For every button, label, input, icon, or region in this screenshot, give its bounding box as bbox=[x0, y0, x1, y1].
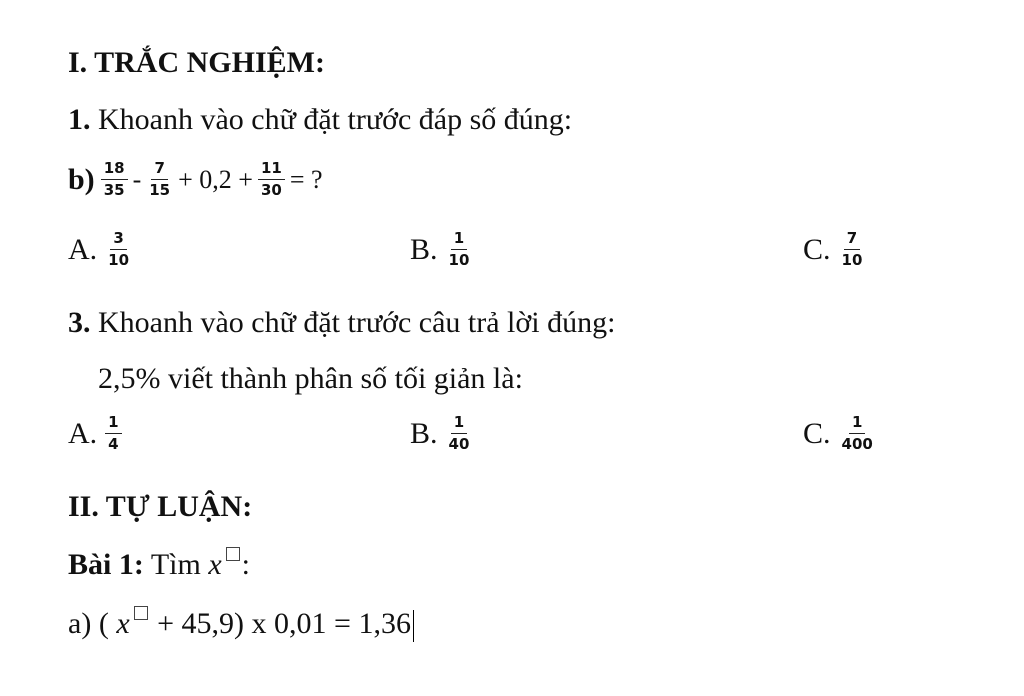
question-3-prompt bbox=[68, 308, 615, 338]
exercise-1-colon: : bbox=[241, 548, 250, 581]
operator-plus-decimal: + 0,2 + bbox=[178, 164, 253, 194]
equation-rest: + 45,9) x 0,01 = 1,36 bbox=[157, 607, 411, 640]
equals-question: = ? bbox=[289, 164, 323, 194]
q3-choice-b[interactable] bbox=[410, 414, 474, 454]
fraction-numerator: 3 bbox=[110, 230, 126, 250]
equation-open-paren: ( bbox=[98, 607, 109, 640]
fraction-denominator: 15 bbox=[149, 181, 171, 200]
fraction-numerator: 7 bbox=[844, 230, 860, 250]
question-1-number: 1. bbox=[68, 103, 91, 136]
q3-choice-c[interactable] bbox=[803, 414, 878, 454]
exercise-1-label: Bài 1: bbox=[68, 548, 144, 581]
placeholder-box-icon bbox=[226, 547, 240, 561]
fraction-denominator: 40 bbox=[448, 435, 470, 454]
fraction-11-30 bbox=[258, 160, 285, 200]
choice-fraction bbox=[839, 230, 866, 270]
text-cursor bbox=[413, 610, 415, 642]
fraction-18-35 bbox=[101, 160, 128, 200]
operator-minus: - bbox=[132, 164, 142, 194]
equation-variable-x: x bbox=[116, 607, 130, 640]
fraction-7-15 bbox=[146, 160, 173, 200]
choice-fraction bbox=[105, 414, 121, 454]
choice-fraction bbox=[105, 230, 132, 270]
exercise-1-text: Tìm bbox=[150, 548, 201, 581]
q1-choice-c[interactable] bbox=[803, 230, 867, 270]
exercise-1-heading bbox=[68, 549, 250, 580]
part-a-label: a) bbox=[68, 607, 92, 640]
choice-label: A. bbox=[68, 232, 98, 266]
choice-label: A. bbox=[68, 416, 98, 450]
fraction-numerator: 1 bbox=[849, 414, 865, 434]
question-1-prompt bbox=[68, 105, 572, 135]
fraction-denominator: 400 bbox=[841, 435, 873, 454]
choice-label: C. bbox=[803, 416, 831, 450]
fraction-denominator: 35 bbox=[103, 181, 125, 200]
fraction-denominator: 30 bbox=[260, 181, 282, 200]
question-3-text: Khoanh vào chữ đặt trước câu trả lời đúng: bbox=[98, 306, 616, 339]
part-b-label: b) bbox=[68, 162, 95, 196]
fraction-numerator: 1 bbox=[451, 414, 467, 434]
fraction-denominator: 10 bbox=[448, 251, 470, 270]
question-1-expression bbox=[68, 160, 326, 200]
q3-choice-a[interactable] bbox=[68, 414, 124, 454]
fraction-numerator: 7 bbox=[151, 160, 167, 180]
fraction-denominator: 4 bbox=[108, 435, 119, 454]
question-3-statement: 2,5% viết thành phân số tối giản là: bbox=[98, 362, 523, 395]
q1-choice-a[interactable] bbox=[68, 230, 134, 270]
q1-choice-b[interactable] bbox=[410, 230, 474, 270]
choice-fraction bbox=[839, 414, 876, 454]
fraction-numerator: 1 bbox=[105, 414, 121, 434]
fraction-denominator: 10 bbox=[108, 251, 130, 270]
question-3-number: 3. bbox=[68, 306, 91, 339]
choice-fraction bbox=[446, 230, 473, 270]
equation-a bbox=[68, 608, 414, 642]
placeholder-box-icon bbox=[134, 606, 148, 620]
fraction-numerator: 18 bbox=[101, 160, 128, 180]
variable-x: x bbox=[208, 548, 222, 581]
fraction-numerator: 11 bbox=[258, 160, 285, 180]
choice-fraction bbox=[446, 414, 473, 454]
choice-label: B. bbox=[410, 232, 438, 266]
choice-label: C. bbox=[803, 232, 831, 266]
question-1-text: Khoanh vào chữ đặt trước đáp số đúng: bbox=[98, 103, 573, 136]
section-1-title: I. TRẮC NGHIỆM: bbox=[68, 46, 325, 79]
section-2-title: II. TỰ LUẬN: bbox=[68, 490, 253, 523]
choice-label: B. bbox=[410, 416, 438, 450]
fraction-numerator: 1 bbox=[451, 230, 467, 250]
fraction-denominator: 10 bbox=[841, 251, 863, 270]
